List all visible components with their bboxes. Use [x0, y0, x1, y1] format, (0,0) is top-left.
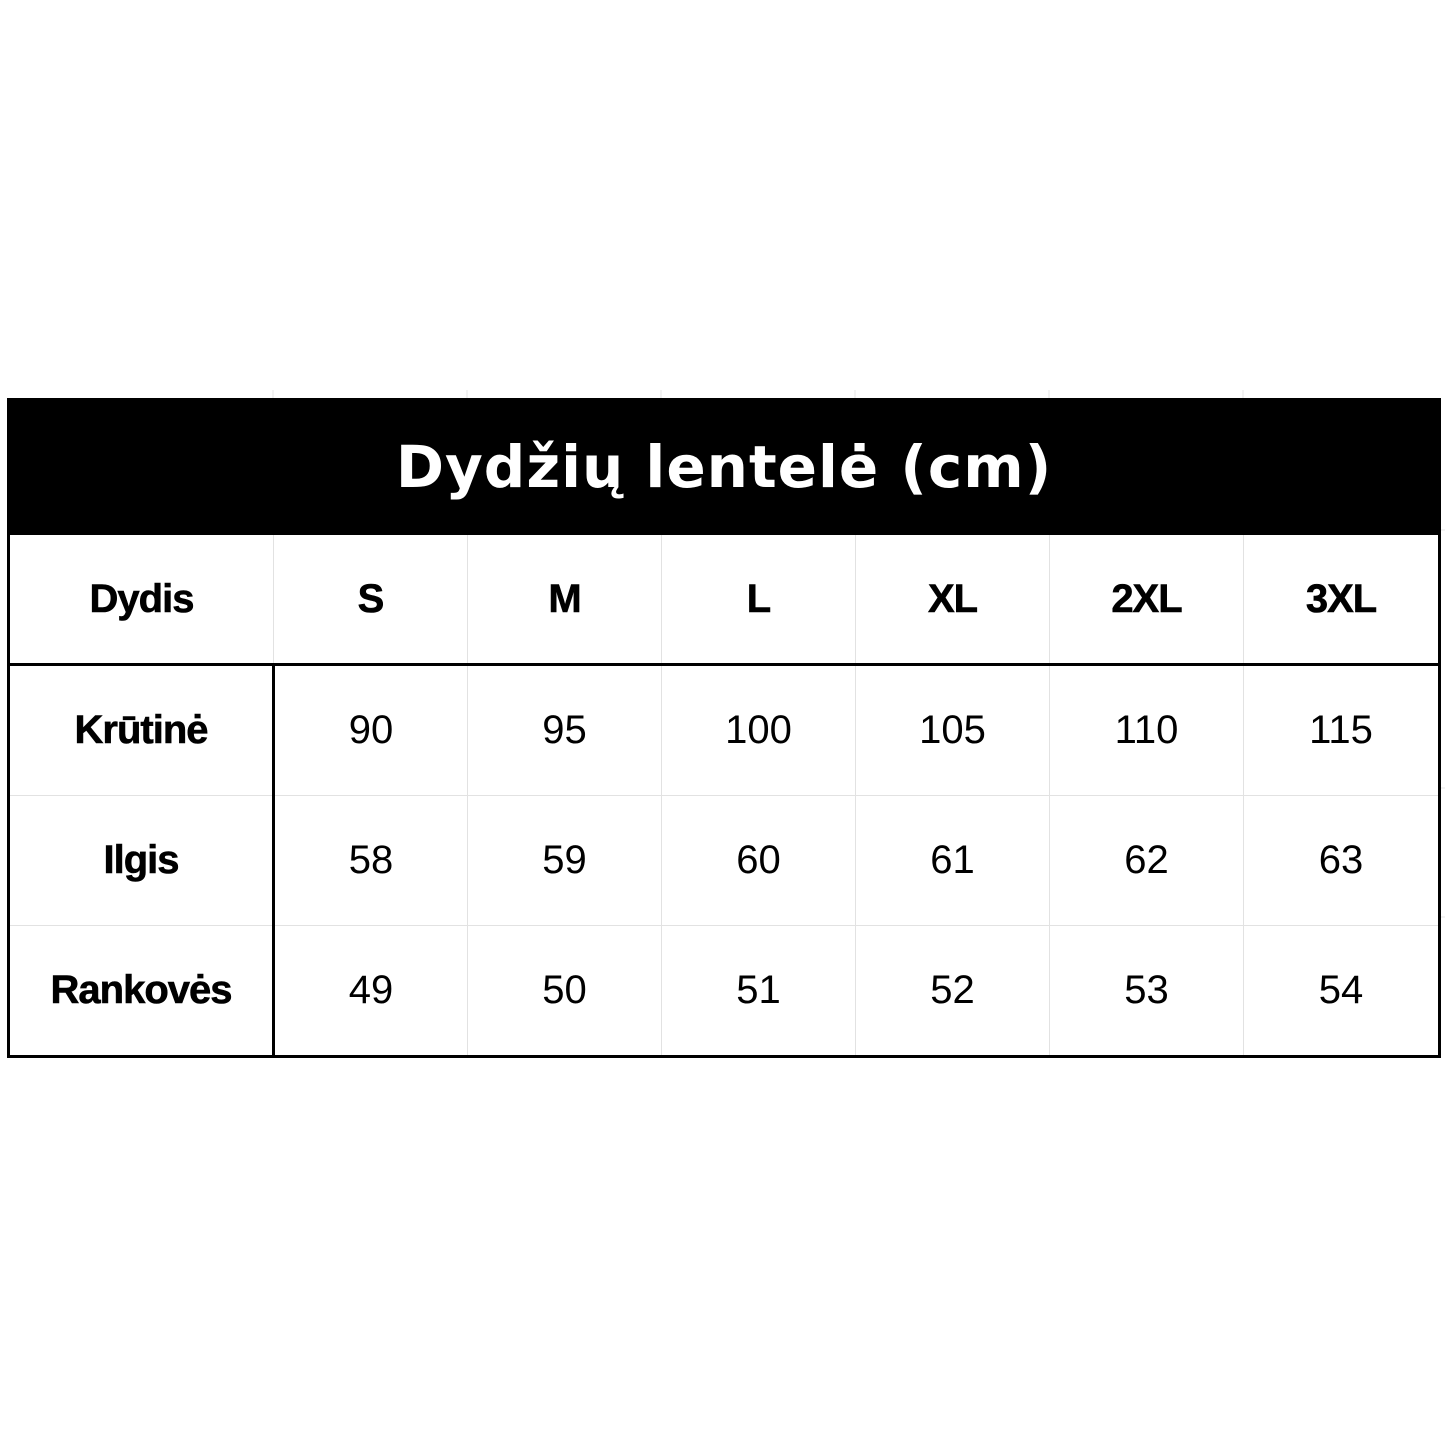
size-header: L: [746, 576, 771, 621]
size-chart-table: [7, 398, 1441, 1058]
size-header: 3XL: [1305, 576, 1377, 621]
size-header: XL: [927, 576, 978, 621]
header-row: [9, 534, 1440, 665]
row-label-cell: [9, 926, 274, 1057]
table-row-chest: [9, 665, 1440, 796]
value-cell: 58: [274, 796, 468, 926]
table-row-length: [9, 796, 1440, 926]
size-header-cell: [662, 534, 856, 665]
table-row-sleeves: [9, 926, 1440, 1057]
row-label: Krūtinė: [74, 708, 208, 752]
size-header-cell: [1244, 534, 1440, 665]
value-cell: 63: [1244, 796, 1440, 926]
value-cell: 105: [856, 665, 1050, 796]
value-cell: 100: [662, 665, 856, 796]
size-header: M: [548, 576, 581, 621]
value-cell: 62: [1050, 796, 1244, 926]
row-label: Ilgis: [103, 838, 179, 882]
value-cell: 95: [468, 665, 662, 796]
value-cell: 53: [1050, 926, 1244, 1057]
header-label-cell: [9, 534, 274, 665]
size-header-cell: [274, 534, 468, 665]
size-header: S: [357, 576, 384, 621]
value-cell: 50: [468, 926, 662, 1057]
size-header-cell: [1050, 534, 1244, 665]
header-label: Dydis: [89, 576, 194, 621]
size-header-cell: [856, 534, 1050, 665]
value-cell: 115: [1244, 665, 1440, 796]
size-header: 2XL: [1111, 576, 1182, 621]
value-cell: 51: [662, 926, 856, 1057]
value-cell: 52: [856, 926, 1050, 1057]
value-cell: 59: [468, 796, 662, 926]
table-title: Dydžių lentelė (cm): [9, 400, 1440, 534]
row-label-cell: [9, 665, 274, 796]
row-label-cell: [9, 796, 274, 926]
row-label: Rankovės: [50, 968, 232, 1012]
title-row: [9, 400, 1440, 534]
value-cell: 61: [856, 796, 1050, 926]
value-cell: 60: [662, 796, 856, 926]
size-header-cell: [468, 534, 662, 665]
value-cell: 54: [1244, 926, 1440, 1057]
value-cell: 110: [1050, 665, 1244, 796]
value-cell: 49: [274, 926, 468, 1057]
value-cell: 90: [274, 665, 468, 796]
